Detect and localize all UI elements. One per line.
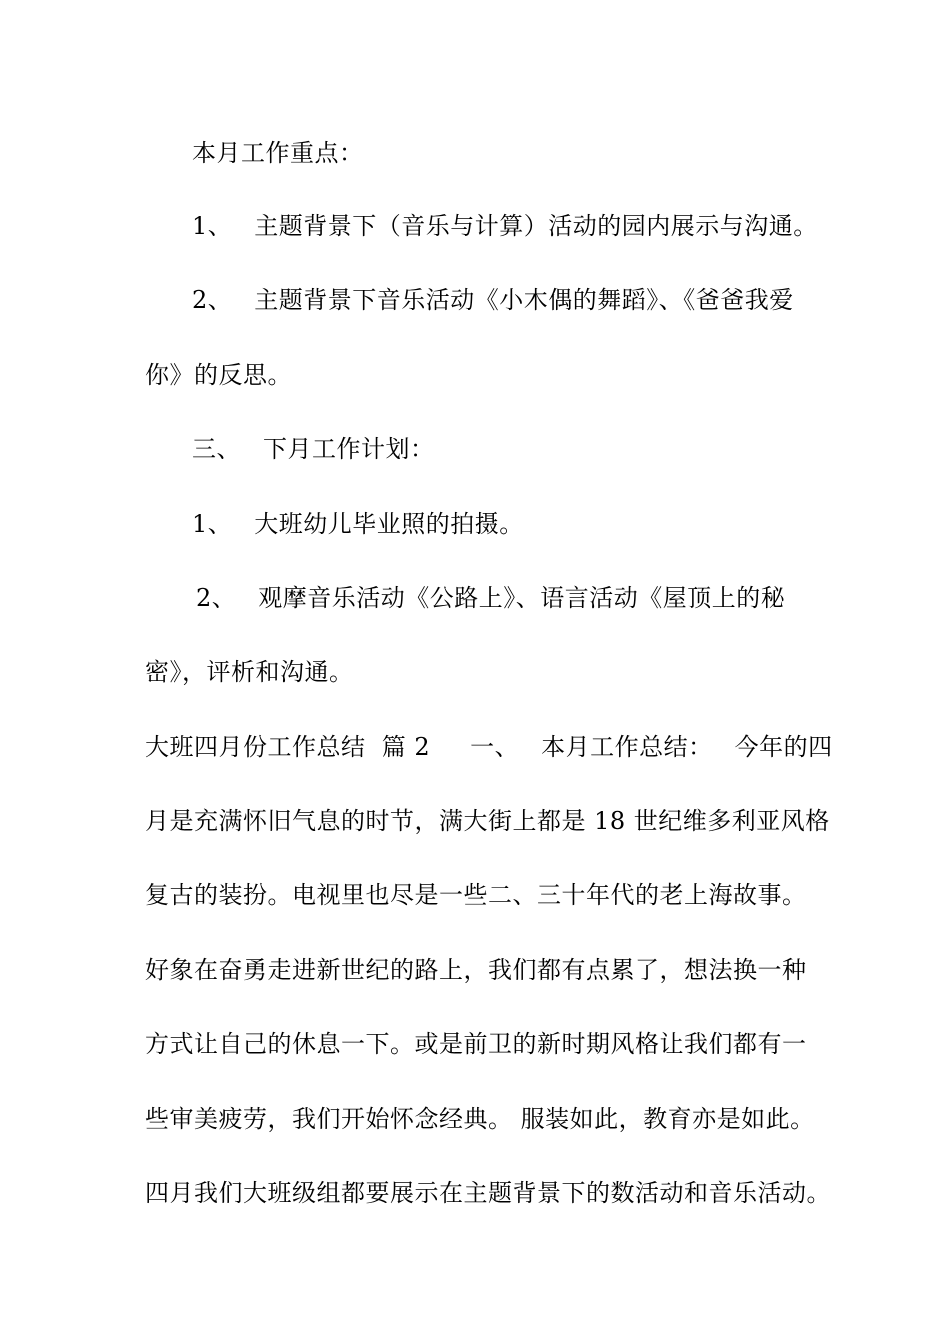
text: 今年的四 — [734, 733, 833, 761]
text: 本月工作重点： — [192, 139, 364, 167]
text: 复古的装扮。电视里也尽是一些二、三十年代的老上海故事。 — [145, 881, 807, 909]
list-number: 2、 — [196, 584, 237, 612]
text: 月是充满怀旧气息的时节，满大街上都是 18 世纪维多利亚风格 — [145, 807, 830, 835]
text: 大班幼儿毕业照的拍摄。 — [254, 510, 524, 538]
paragraph-line — [145, 657, 354, 687]
text: 本月工作总结： — [541, 733, 713, 761]
paragraph-line — [145, 806, 830, 836]
text: 主题背景下（音乐与计算）活动的园内展示与沟通。 — [254, 212, 818, 240]
list-number: 2、 — [192, 286, 233, 314]
list-item — [192, 211, 818, 241]
text: 方式让自己的休息一下。或是前卫的新时期风格让我们都有一 — [145, 1030, 807, 1058]
section-heading — [192, 434, 435, 464]
article-title: 大班四月份工作总结 篇 2 — [145, 733, 431, 761]
list-item — [196, 583, 785, 613]
list-item — [192, 285, 794, 315]
paragraph-line — [145, 955, 807, 985]
text: 观摩音乐活动《公路上》、语言活动《屋顶上的秘 — [258, 584, 786, 612]
text: 主题背景下音乐活动《小木偶的舞蹈》、《爸爸我爱 — [254, 286, 794, 314]
list-number: 1、 — [192, 212, 233, 240]
text: 你》的反思。 — [145, 361, 292, 389]
list-item — [192, 509, 524, 539]
paragraph-line — [145, 360, 292, 390]
text: 下月工作计划： — [263, 435, 435, 463]
text: 密》，评析和沟通。 — [145, 658, 354, 686]
paragraph-line — [145, 1178, 831, 1208]
section-number: 一、 — [470, 733, 520, 761]
text: 好象在奋勇走进新世纪的路上，我们都有点累了，想法换一种 — [145, 956, 807, 984]
text: 些审美疲劳，我们开始怀念经典。 服装如此，教育亦是如此。 — [145, 1105, 815, 1133]
title-line — [145, 732, 833, 762]
section-number: 三、 — [192, 435, 241, 463]
paragraph-heading — [192, 138, 364, 168]
paragraph-line — [145, 1104, 815, 1134]
text: 四月我们大班级组都要展示在主题背景下的数活动和音乐活动。 — [145, 1179, 831, 1207]
paragraph-line — [145, 1029, 807, 1059]
paragraph-line — [145, 880, 807, 910]
list-number: 1、 — [192, 510, 233, 538]
